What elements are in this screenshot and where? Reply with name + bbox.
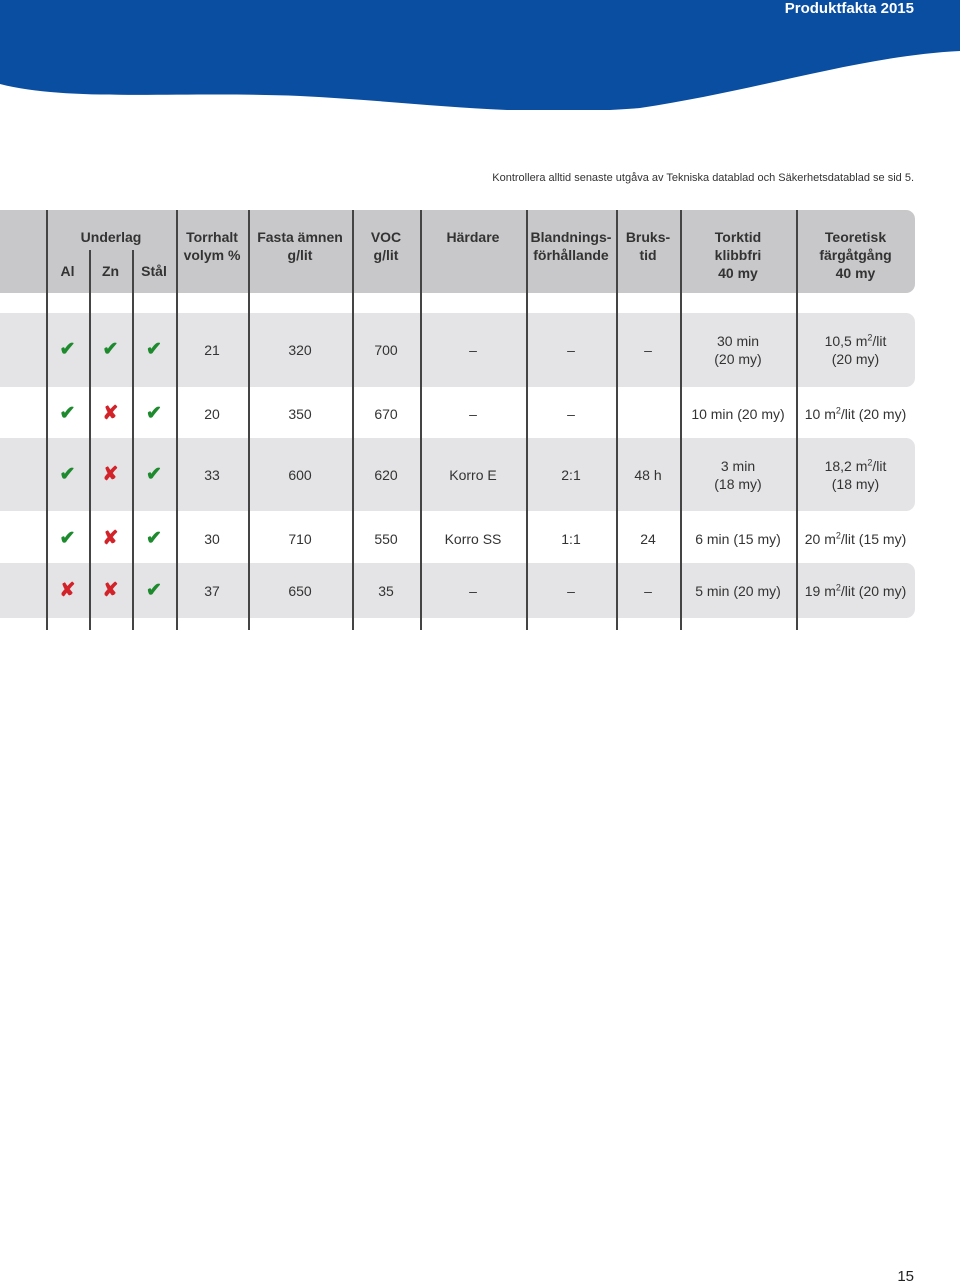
farg-line2: (20 my) bbox=[831, 351, 880, 367]
substrate-cell bbox=[132, 563, 176, 618]
cell-voc: 550 bbox=[374, 531, 398, 547]
cross-icon: ✘ bbox=[102, 463, 119, 485]
header-farg-line2: färgåtgång bbox=[819, 247, 892, 263]
cell-voc: 700 bbox=[374, 342, 398, 358]
farg-line bbox=[805, 530, 906, 548]
cross-icon: ✘ bbox=[102, 528, 119, 549]
cell-bruks: 24 bbox=[640, 531, 656, 547]
check-icon: ✔ bbox=[59, 403, 76, 424]
cell-torktid bbox=[680, 563, 796, 618]
header-torktid bbox=[680, 228, 796, 282]
cell-torktid bbox=[680, 390, 796, 438]
header-fasta-line1: Fasta ämnen bbox=[257, 229, 343, 245]
substrate-cell bbox=[46, 390, 89, 438]
farg-line bbox=[805, 582, 906, 600]
cell-hardare: – bbox=[469, 582, 477, 599]
cell-torktid bbox=[680, 313, 796, 387]
column-divider bbox=[352, 210, 354, 630]
table-row bbox=[0, 313, 915, 387]
cell-hardare: Korro E bbox=[449, 466, 497, 483]
torktid-line: 10 min (20 my) bbox=[691, 406, 785, 422]
farg-value: 20 m bbox=[804, 531, 836, 547]
column-divider bbox=[420, 210, 422, 630]
cross-icon: ✘ bbox=[59, 579, 76, 601]
cell-torrhalt: 37 bbox=[204, 582, 220, 599]
torktid-line: 5 min (20 my) bbox=[695, 582, 781, 599]
farg-unit: /lit bbox=[872, 457, 887, 474]
cell-torrhalt: 20 bbox=[204, 406, 220, 422]
column-divider bbox=[89, 250, 91, 630]
cell-voc: 620 bbox=[374, 466, 398, 483]
cell-bruks: – bbox=[644, 342, 652, 358]
farg-sup: 2 bbox=[867, 456, 873, 467]
column-divider bbox=[248, 210, 250, 630]
table-row bbox=[0, 563, 915, 618]
cell-fargatgang bbox=[796, 390, 915, 438]
table-row bbox=[0, 390, 915, 438]
torktid-line: 30 min bbox=[716, 333, 760, 349]
farg-line bbox=[805, 405, 906, 423]
header-voc bbox=[352, 228, 420, 264]
header-bruks-line2: tid bbox=[639, 247, 657, 263]
farg-unit: /lit bbox=[872, 333, 887, 349]
header-brukstid bbox=[616, 228, 680, 264]
header-farg-line3: 40 my bbox=[835, 265, 876, 281]
cell-hardare: – bbox=[469, 342, 477, 358]
header-torrhalt-line1: Torrhalt bbox=[186, 229, 238, 245]
substrate-cell bbox=[89, 563, 132, 618]
table-row bbox=[0, 438, 915, 511]
check-icon: ✔ bbox=[102, 339, 119, 360]
cell-fasta: 650 bbox=[288, 582, 312, 599]
cell-fasta: 710 bbox=[288, 531, 312, 547]
farg-sup: 2 bbox=[835, 530, 841, 541]
cell-bruks: – bbox=[644, 582, 652, 599]
column-divider bbox=[526, 210, 528, 630]
check-icon: ✔ bbox=[146, 403, 162, 424]
torktid-line: (18 my) bbox=[714, 475, 762, 492]
column-divider bbox=[796, 210, 798, 630]
cell-torktid bbox=[680, 515, 796, 563]
cell-voc: 670 bbox=[374, 406, 398, 422]
cell-fargatgang bbox=[796, 313, 915, 387]
torktid-line: (20 my) bbox=[714, 351, 762, 367]
farg-line bbox=[825, 332, 887, 350]
cell-hardare: – bbox=[469, 406, 477, 422]
product-table bbox=[0, 210, 915, 630]
cell-torktid bbox=[680, 438, 796, 511]
header-torktid-line1: Torktid bbox=[714, 229, 762, 245]
farg-unit: /lit (15 my) bbox=[840, 531, 907, 547]
header-hardare-line1: Härdare bbox=[446, 229, 500, 245]
substrate-cell bbox=[89, 515, 132, 563]
header-underlag: Underlag bbox=[80, 229, 142, 245]
header-bland-line1: Blandnings- bbox=[530, 229, 612, 245]
cell-bland: – bbox=[567, 406, 575, 422]
cell-torrhalt: 21 bbox=[204, 342, 220, 358]
header-bruks-line1: Bruks- bbox=[625, 229, 671, 245]
header-al: Al bbox=[60, 263, 75, 279]
cell-fasta: 600 bbox=[288, 466, 312, 483]
substrate-cell bbox=[132, 390, 176, 438]
column-divider bbox=[132, 250, 134, 630]
substrate-cell bbox=[46, 438, 89, 511]
header-fasta bbox=[248, 228, 352, 264]
cell-torrhalt: 30 bbox=[204, 531, 220, 547]
column-divider bbox=[680, 210, 682, 630]
header-torktid-line2: klibbfri bbox=[714, 247, 762, 263]
column-divider bbox=[176, 210, 178, 630]
cell-hardare: Korro SS bbox=[444, 531, 502, 547]
substrate-cell bbox=[46, 515, 89, 563]
check-icon: ✔ bbox=[146, 528, 162, 549]
farg-unit: /lit (20 my) bbox=[840, 582, 907, 599]
cell-bland: – bbox=[567, 582, 575, 599]
cell-fargatgang bbox=[796, 515, 915, 563]
check-icon: ✔ bbox=[59, 463, 76, 485]
farg-sup: 2 bbox=[835, 581, 841, 592]
check-icon: ✔ bbox=[146, 463, 162, 485]
torktid-line: 6 min (15 my) bbox=[695, 531, 781, 547]
header-bland-line2: förhållande bbox=[533, 247, 609, 263]
column-divider bbox=[46, 210, 48, 630]
substrate-cell bbox=[89, 438, 132, 511]
page-number: 15 bbox=[897, 1268, 914, 1285]
cell-bland: 2:1 bbox=[561, 466, 581, 483]
farg-value: 18,2 m bbox=[824, 457, 868, 474]
farg-sup: 2 bbox=[867, 332, 873, 343]
farg-sup: 2 bbox=[835, 405, 841, 416]
farg-value: 10 m bbox=[804, 406, 836, 422]
header-stal: Stål bbox=[141, 263, 167, 279]
torktid-line: 3 min bbox=[720, 457, 756, 474]
substrate-cell bbox=[132, 438, 176, 511]
cell-fasta: 320 bbox=[288, 342, 312, 358]
check-icon: ✔ bbox=[146, 579, 162, 601]
farg-line bbox=[825, 457, 887, 475]
cell-bland: – bbox=[567, 342, 575, 358]
substrate-cell bbox=[46, 563, 89, 618]
farg-unit: /lit (20 my) bbox=[840, 406, 907, 422]
header-farg-line1: Teoretisk bbox=[824, 229, 887, 245]
substrate-cell bbox=[132, 313, 176, 387]
header-torrhalt-line2: volym % bbox=[183, 247, 241, 263]
header-zn: Zn bbox=[101, 263, 120, 279]
cell-fasta: 350 bbox=[288, 406, 312, 422]
header-voc-line2: g/lit bbox=[373, 247, 399, 263]
header-torrhalt bbox=[176, 228, 248, 264]
column-divider bbox=[616, 210, 618, 630]
cell-bruks: 48 h bbox=[634, 466, 662, 483]
header-blandning bbox=[526, 228, 616, 264]
farg-value: 19 m bbox=[804, 582, 836, 599]
header-title: Produktfakta 2015 bbox=[784, 0, 914, 17]
cell-voc: 35 bbox=[378, 582, 394, 599]
cell-bruks bbox=[616, 390, 680, 438]
substrate-cell bbox=[46, 313, 89, 387]
substrate-cell bbox=[89, 313, 132, 387]
header-torktid-line3: 40 my bbox=[718, 265, 758, 281]
header-hardare bbox=[420, 228, 526, 246]
farg-value: 10,5 m bbox=[824, 333, 868, 349]
cell-fargatgang bbox=[796, 438, 915, 511]
cross-icon: ✘ bbox=[102, 579, 119, 601]
check-icon: ✔ bbox=[146, 339, 162, 360]
check-icon: ✔ bbox=[59, 339, 76, 360]
table-row bbox=[0, 515, 915, 563]
header-fasta-line2: g/lit bbox=[287, 247, 313, 263]
notice-text: Kontrollera alltid senaste utgåva av Tekniska datablad och Säkerhetsdatablad se sid 5. bbox=[492, 172, 914, 184]
header-voc-line1: VOC bbox=[370, 229, 402, 245]
cell-torrhalt: 33 bbox=[204, 466, 220, 483]
substrate-cell bbox=[89, 390, 132, 438]
cross-icon: ✘ bbox=[102, 403, 119, 424]
cell-bland: 1:1 bbox=[561, 531, 581, 547]
check-icon: ✔ bbox=[59, 528, 76, 549]
cell-fargatgang bbox=[796, 563, 915, 618]
substrate-cell bbox=[132, 515, 176, 563]
farg-line2: (18 my) bbox=[831, 475, 880, 492]
header-fargatgang bbox=[796, 228, 915, 282]
